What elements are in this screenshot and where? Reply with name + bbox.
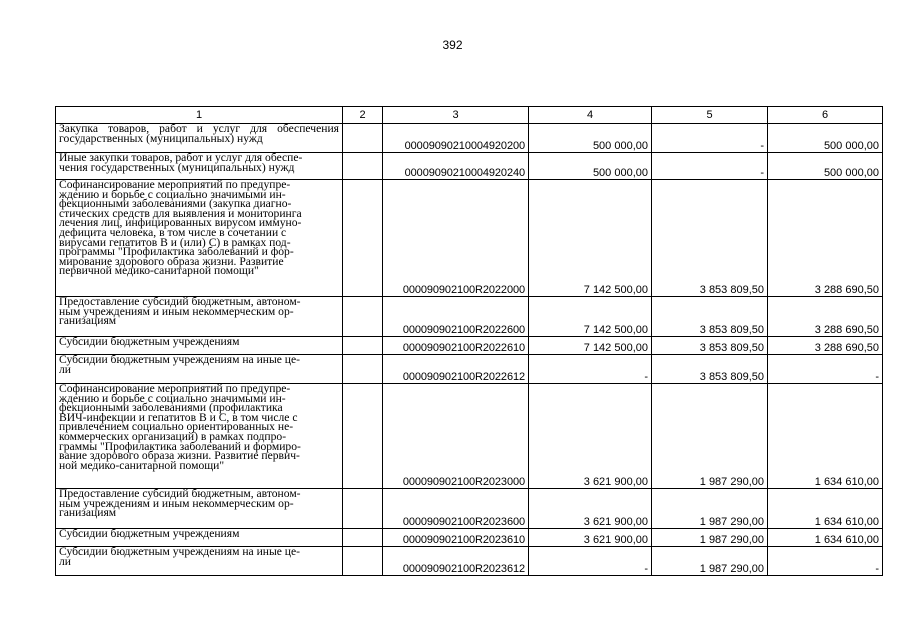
row-code: 000090902100R2023000 — [383, 384, 529, 489]
row-col2 — [343, 180, 383, 297]
table-row — [56, 297, 883, 337]
row-amount-6: 3 288 690,50 — [768, 337, 883, 355]
row-code: 000090902100R2022000 — [383, 180, 529, 297]
row-code: 000090902100R2023600 — [383, 489, 529, 529]
header-col-1: 1 — [56, 107, 343, 124]
row-name: Иные закупки товаров, работ и услуг для обеспе- чения государственных (муниципальных) нужд — [56, 153, 343, 180]
row-name: Субсидии бюджетным учреждениям — [56, 529, 343, 547]
row-col2 — [343, 297, 383, 337]
row-amount-5: - — [652, 124, 768, 153]
row-amount-4: 500 000,00 — [529, 153, 652, 180]
row-amount-5: - — [652, 153, 768, 180]
row-amount-4: 3 621 900,00 — [529, 529, 652, 547]
row-name: Предоставление субсидий бюджетным, автоном- ным учреждениям и иным некоммерческим ор- ганизациям — [56, 489, 343, 529]
page-number: 392 — [442, 38, 463, 52]
row-col2 — [343, 547, 383, 576]
table-row — [56, 547, 883, 576]
header-row — [56, 107, 883, 124]
row-name: Софинансирование мероприятий по предупре- ждению и борьбе с социально значимыми ин- фекционными заболеваниями (закупка диагно- стических средств для выявления и мониторинга лечения лиц, инфицированных вирусом иммуно- дефицита человека, в том числе в сочетании с вирусами гепатитов B и (или) C) в рамках под- программы "Профилактика заболеваний и фор- мирование здорового образа жизни. Развитие первичной медико-санитарной помощи" — [56, 180, 343, 297]
row-amount-4: - — [529, 355, 652, 384]
row-code: 000090902100R2022610 — [383, 337, 529, 355]
row-amount-4: 7 142 500,00 — [529, 180, 652, 297]
row-col2 — [343, 384, 383, 489]
table-row — [56, 384, 883, 489]
row-amount-5: 3 853 809,50 — [652, 297, 768, 337]
table-row — [56, 529, 883, 547]
row-name: Предоставление субсидий бюджетным, автоном- ным учреждениям и иным некоммерческим ор- ганизациям — [56, 297, 343, 337]
row-amount-5: 1 987 290,00 — [652, 529, 768, 547]
header-col-2: 2 — [343, 107, 383, 124]
row-amount-4: 7 142 500,00 — [529, 337, 652, 355]
row-amount-6: 3 288 690,50 — [768, 297, 883, 337]
row-col2 — [343, 153, 383, 180]
row-amount-4: 3 621 900,00 — [529, 384, 652, 489]
row-amount-5: 3 853 809,50 — [652, 180, 768, 297]
row-amount-6: 3 288 690,50 — [768, 180, 883, 297]
row-amount-6: 1 634 610,00 — [768, 384, 883, 489]
row-name: Субсидии бюджетным учреждениям на иные це- ли — [56, 355, 343, 384]
row-code: 000090902100R2023610 — [383, 529, 529, 547]
table-row — [56, 489, 883, 529]
header-col-3: 3 — [383, 107, 529, 124]
row-amount-4: 500 000,00 — [529, 124, 652, 153]
row-amount-5: 3 853 809,50 — [652, 337, 768, 355]
table-row — [56, 337, 883, 355]
row-code: 00009090210004920200 — [383, 124, 529, 153]
row-amount-6: - — [768, 355, 883, 384]
row-amount-5: 1 987 290,00 — [652, 547, 768, 576]
row-code: 000090902100R2022600 — [383, 297, 529, 337]
row-name: Субсидии бюджетным учреждениям на иные це- ли — [56, 547, 343, 576]
row-amount-4: - — [529, 547, 652, 576]
table-row — [56, 124, 883, 153]
row-amount-5: 1 987 290,00 — [652, 384, 768, 489]
row-amount-6: 500 000,00 — [768, 153, 883, 180]
row-col2 — [343, 337, 383, 355]
row-col2 — [343, 529, 383, 547]
table-row — [56, 153, 883, 180]
row-col2 — [343, 355, 383, 384]
row-name: Софинансирование мероприятий по предупре- ждению и борьбе с социально значимыми ин- фекционными заболеваниями (профилактика ВИЧ-инфекции и гепатитов B и C, в том числе с привлечением социально ориентированных не- коммерческих организаций) в рамках подпро- граммы "Профилактика заболеваний и формиро- вание здорового образа жизни. Развитие первич- ной медико-санитарной помощи" — [56, 384, 343, 489]
header-col-5: 5 — [652, 107, 768, 124]
table-row — [56, 355, 883, 384]
row-code: 00009090210004920240 — [383, 153, 529, 180]
row-name: Закупка товаров, работ и услуг для обеспечения государственных (муниципальных) нужд — [56, 124, 343, 153]
row-code: 000090902100R2022612 — [383, 355, 529, 384]
row-amount-6: 1 634 610,00 — [768, 489, 883, 529]
row-amount-5: 1 987 290,00 — [652, 489, 768, 529]
row-amount-6: 1 634 610,00 — [768, 529, 883, 547]
row-amount-6: - — [768, 547, 883, 576]
row-amount-6: 500 000,00 — [768, 124, 883, 153]
row-name: Субсидии бюджетным учреждениям — [56, 337, 343, 355]
header-col-6: 6 — [768, 107, 883, 124]
budget-table — [55, 106, 883, 576]
row-amount-4: 7 142 500,00 — [529, 297, 652, 337]
row-amount-5: 3 853 809,50 — [652, 355, 768, 384]
row-col2 — [343, 489, 383, 529]
row-amount-4: 3 621 900,00 — [529, 489, 652, 529]
row-col2 — [343, 124, 383, 153]
row-code: 000090902100R2023612 — [383, 547, 529, 576]
header-col-4: 4 — [529, 107, 652, 124]
table-row — [56, 180, 883, 297]
